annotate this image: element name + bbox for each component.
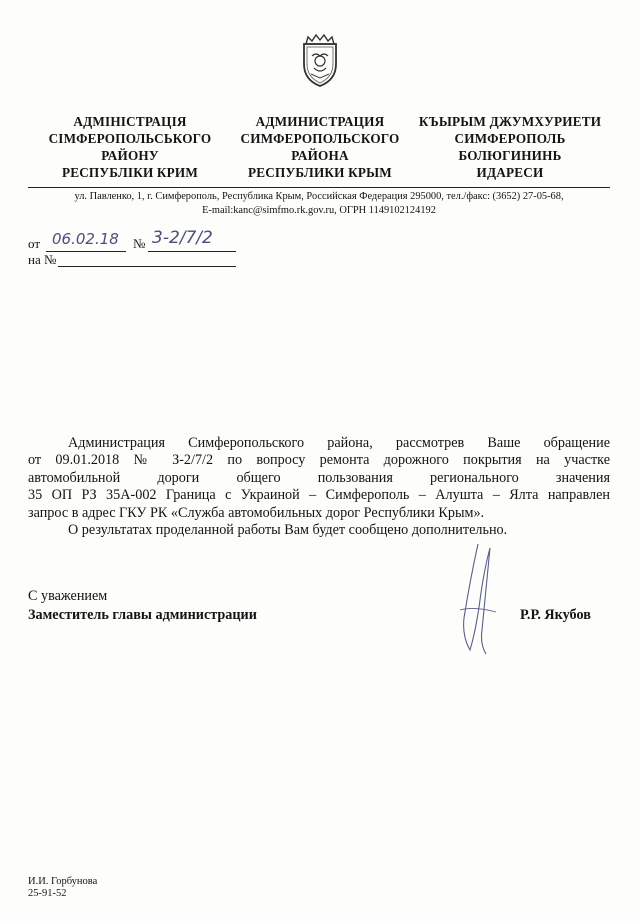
body-line: запрос в адрес ГКУ РК «Служба автомобильных дорог Республики Крым». — [28, 504, 485, 521]
header-ua-line: РАЙОНУ — [101, 148, 159, 163]
header-ru-line: СИМФЕРОПОЛЬСКОГО — [240, 131, 400, 146]
header-ukrainian — [30, 113, 230, 181]
header-ua-line: АДМІНІСТРАЦІЯ — [73, 114, 187, 129]
body-paragraph-2: О результатах проделанной работы Вам будет сообщено дополнительно. — [68, 522, 508, 539]
date-underline — [46, 251, 126, 252]
header-crh-line: ИДАРЕСИ — [476, 165, 544, 180]
body-line: автомобильной дороги общего пользования регионального значения — [28, 469, 610, 486]
header-crh-line: БОЛЮГИНИНЬ — [458, 148, 562, 163]
reply-to-underline — [58, 266, 236, 267]
reply-to-label: на № — [28, 252, 57, 267]
header-russian — [220, 113, 420, 181]
crimea-coat-of-arms-icon — [298, 34, 342, 88]
handwritten-signature-icon — [440, 540, 510, 660]
address-line: ул. Павленко, 1, г. Симферополь, Республика Крым, Российская Федерация 295000, тел./факс: (3652) 27-05-68, — [74, 191, 564, 202]
body-line: от 09.01.2018 № З-2/7/2 по вопросу ремонта дорожного покрытия на участке — [28, 452, 610, 469]
number-underline — [148, 251, 236, 252]
header-ru-line: АДМИНИСТРАЦИЯ — [255, 114, 385, 129]
contact-line: E-mail:kanc@simfmo.rk.gov.ru, ОГРН 1149102124192 — [202, 205, 436, 216]
body-line: 35 ОП РЗ 35А-002 Граница с Украиной – Симферополь – Алушта – Ялта направлен — [28, 487, 610, 504]
signer-name: Р.Р. Якубов — [520, 607, 591, 623]
handwritten-number: 3-2/7/2 — [152, 228, 213, 248]
closing-phrase: С уважением — [28, 588, 108, 604]
executor-name: И.И. Горбунова — [28, 876, 98, 887]
header-divider — [28, 187, 610, 188]
header-crh-line: СИМФЕРОПОЛЬ — [454, 131, 566, 146]
header-ru-line: РЕСПУБЛИКИ КРЫМ — [248, 165, 392, 180]
signer-position: Заместитель главы администрации — [28, 607, 257, 623]
header-crh-line: КЪЫРЫМ ДЖУМХУРИЕТИ — [418, 114, 602, 129]
letter-body — [28, 435, 610, 539]
header-crimean-tatar — [410, 113, 610, 181]
header-ru-line: РАЙОНА — [291, 148, 349, 163]
header-ua-line: РЕСПУБЛІКИ КРИМ — [61, 165, 199, 180]
number-sign: № — [133, 236, 146, 251]
from-label: от — [28, 236, 41, 251]
header-ua-line: СІМФЕРОПОЛЬСЬКОГО — [48, 131, 212, 146]
executor-phone: 25-91-52 — [28, 888, 67, 899]
body-line: Администрация Симферопольского района, рассмотрев Ваше обращение — [68, 435, 610, 451]
handwritten-date: 06.02.18 — [52, 230, 119, 248]
